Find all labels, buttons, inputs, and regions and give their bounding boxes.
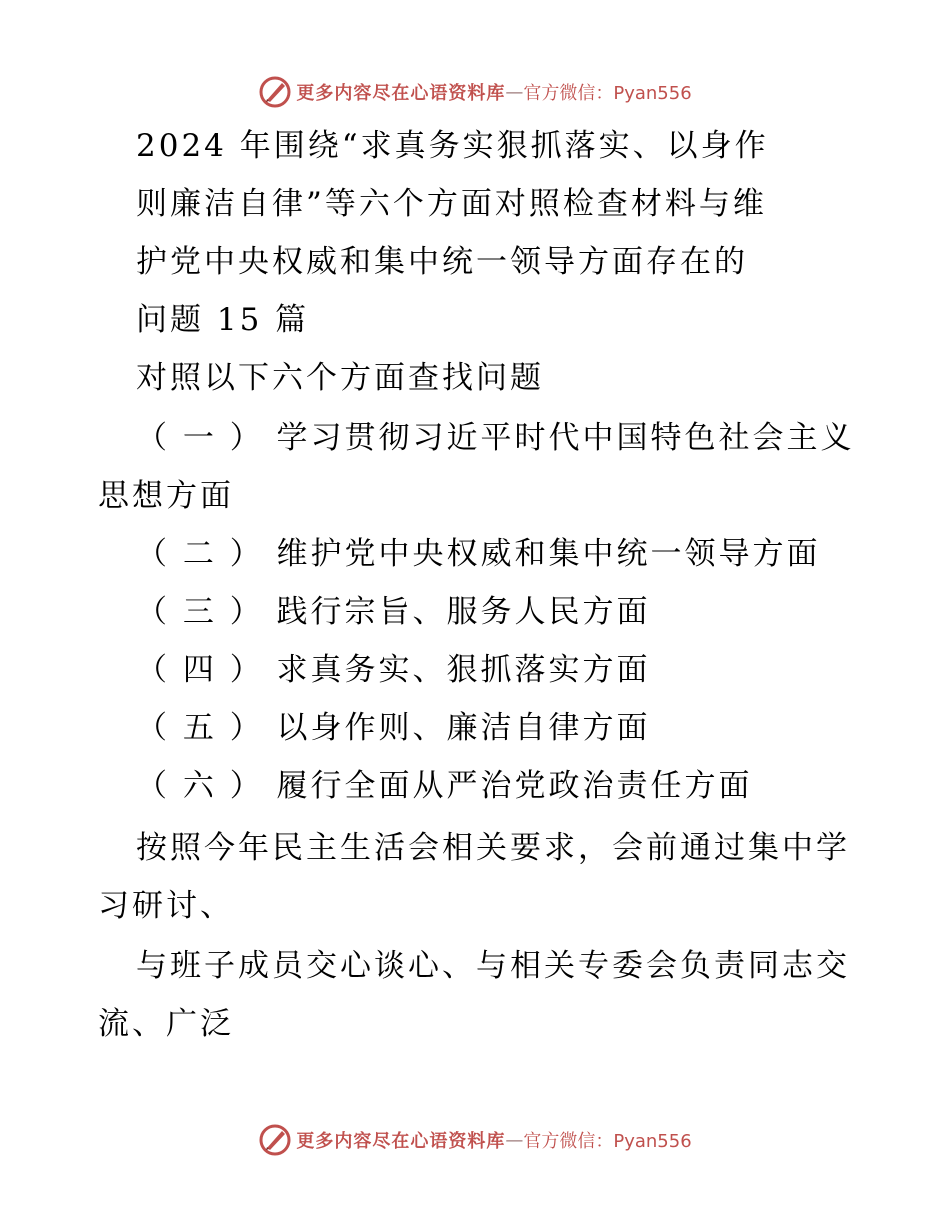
quill-seal-icon	[258, 75, 292, 109]
watermark-contact: 官方微信：Pyan556	[523, 1131, 692, 1152]
paragraph-2-line-1: 与班子成员交心谈心、与相关专委会负责同志交	[136, 948, 850, 984]
watermark-separator: —	[505, 81, 524, 103]
aspect-1-line-1: （ 一 ） 学习贯彻习近平时代中国特色社会主义	[136, 420, 855, 456]
paragraph-1-line-2: 习研讨、	[98, 888, 234, 924]
aspect-5: （ 五 ） 以身作则、廉洁自律方面	[136, 710, 651, 746]
paragraph-1-line-1: 按照今年民主生活会相关要求，会前通过集中学	[136, 830, 850, 866]
intro-text: 对照以下六个方面查找问题	[136, 360, 544, 396]
header-watermark	[0, 72, 950, 112]
aspect-6: （ 六 ） 履行全面从严治党政治责任方面	[136, 768, 753, 804]
watermark-contact: 官方微信：Pyan556	[523, 83, 692, 104]
watermark-brand: 更多内容尽在心语资料库	[296, 83, 506, 104]
document-title-line-1: 2024 年围绕“求真务实狠抓落实、以身作	[136, 128, 769, 164]
aspect-2: （ 二 ） 维护党中央权威和集中统一领导方面	[136, 536, 821, 572]
aspect-4: （ 四 ） 求真务实、狠抓落实方面	[136, 652, 651, 688]
document-title-line-4: 问题 15 篇	[136, 302, 310, 338]
watermark-separator: —	[505, 1129, 524, 1151]
document-title-line-3: 护党中央权威和集中统一领导方面存在的	[136, 244, 748, 280]
aspect-1-line-2: 思想方面	[98, 478, 234, 514]
watermark-brand: 更多内容尽在心语资料库	[296, 1131, 506, 1152]
document-title-line-2: 则廉洁自律”等六个方面对照检查材料与维	[136, 186, 767, 222]
footer-watermark	[0, 1120, 950, 1160]
aspect-3: （ 三 ） 践行宗旨、服务人民方面	[136, 594, 651, 630]
paragraph-2-line-2: 流、广泛	[98, 1006, 234, 1042]
quill-seal-icon	[258, 1123, 292, 1157]
